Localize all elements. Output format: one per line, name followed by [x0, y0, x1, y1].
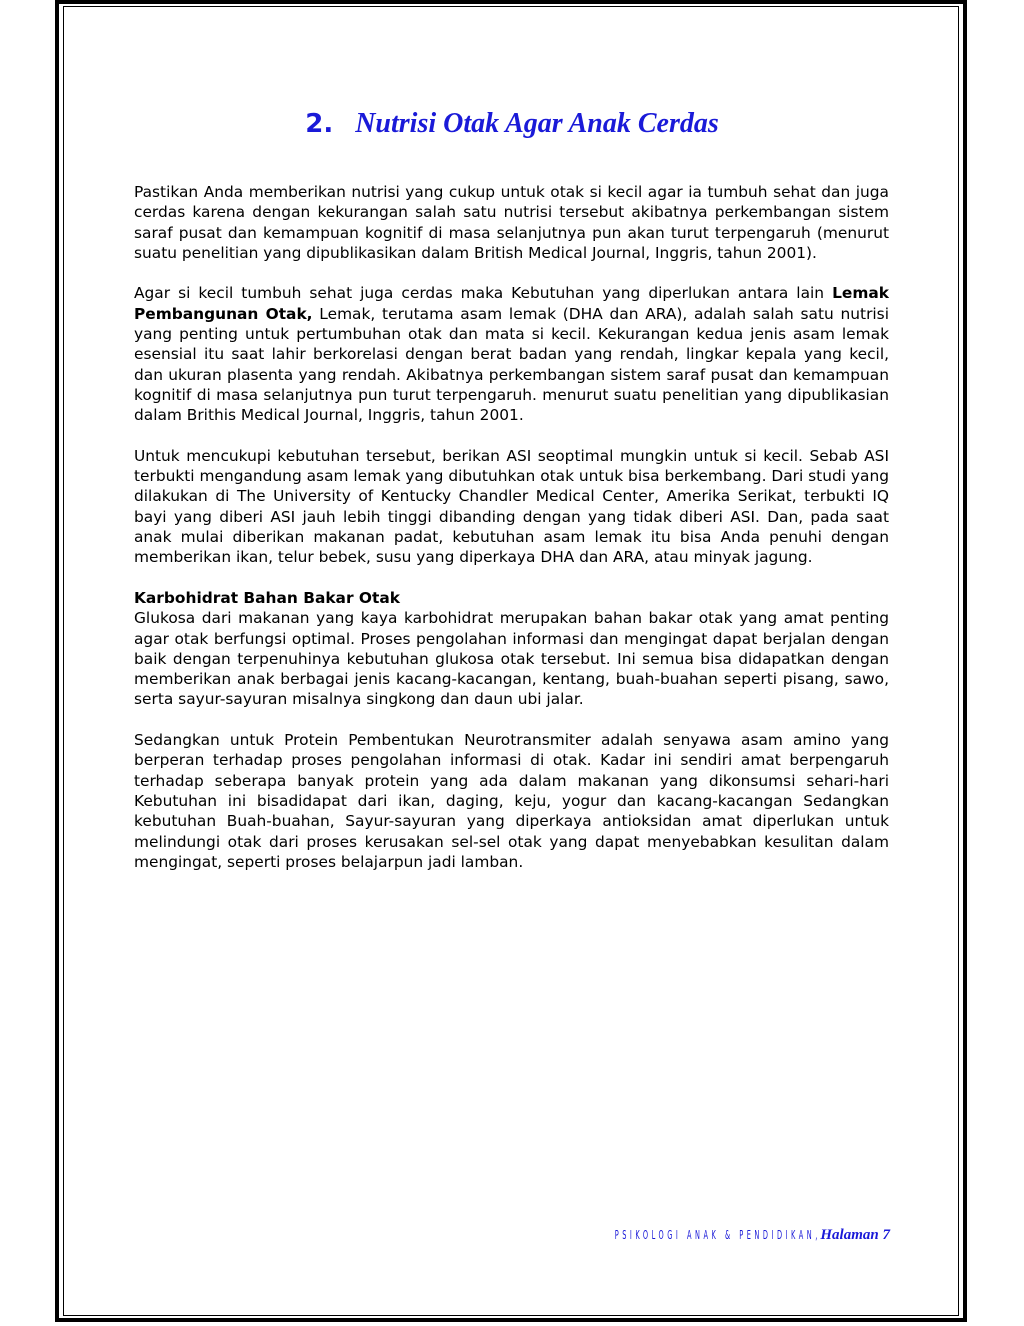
paragraph-karbohidrat — [134, 588, 889, 710]
paragraph-karbohidrat-body: Glukosa dari makanan yang kaya karbohidrat merupakan bahan bakar otak yang amat penting agar otak berfungsi optimal. Proses pengolahan informasi dan mengingat dapat berjalan dengan baik dengan terpenuhinya kebutuhan glukosa otak tersebut. Ini semua bisa didapatkan dengan memberikan anak berbagai jenis kacang-kacangan, kentang, buah-buahan seperti pisang, sawo, serta sayur-sayuran misalnya singkong dan daun ubi jalar. — [134, 609, 889, 709]
paragraph-intro: Pastikan Anda memberikan nutrisi yang cukup untuk otak si kecil agar ia tumbuh sehat dan juga cerdas karena dengan kekurangan salah satu nutrisi tersebut akibatnya perkembangan sistem saraf pusat dan kemampuan kognitif di masa selanjutnya pun akan turut terpengaruh (menurut suatu penelitian yang dipublikasikan dalam British Medical Journal, Inggris, tahun 2001). — [134, 183, 889, 262]
paragraph-lemak-body: Lemak, terutama asam lemak (DHA dan ARA), adalah salah satu nutrisi yang penting untuk pertumbuhan otak dan mata si kecil. Kekurangan kedua jenis asam lemak esensial itu saat lahir berkorelasi dengan berat badan yang rendah, lingkar kepala yang kecil, dan ukuran plasenta yang rendah. Akibatnya perkembangan sistem saraf pusat dan kemampuan kognitif di masa selanjutnya pun turut terpengaruh. menurut suatu penelitian yang dipublikasian dalam Brithis Medical Journal, Inggris, tahun 2001. — [134, 304, 889, 425]
paragraph-asi: Untuk mencukupi kebutuhan tersebut, berikan ASI seoptimal mungkin untuk si kecil. Sebab ASI terbukti mengandung asam lemak yang dibutuhkan otak untuk bisa berkembang. Dari studi yang dilakukan di The University of Kentucky Chandler Medical Center, Amerika Serikat, terbukti IQ bayi yang diberi ASI jauh lebih tinggi dibanding dengan yang tidak diberi ASI. Dan, pada saat anak mulai diberikan makanan padat, kebutuhan asam lemak itu bisa Anda penuhi dengan memberikan ikan, telur bebek, susu yang diperkaya DHA dan ARA, atau minyak jagung. — [134, 446, 889, 567]
section-title: Nutrisi Otak Agar Anak Cerdas — [355, 108, 719, 139]
page-footer — [446, 1226, 890, 1244]
section-number: 2. — [305, 109, 334, 139]
paragraph-protein: Sedangkan untuk Protein Pembentukan Neurotransmiter adalah senyawa asam amino yang berperan terhadap proses pengolahan informasi di otak. Kadar ini sendiri amat berpengaruh terhadap seberapa banyak protein yang ada dalam makanan yang dikonsumsi sehari-hari Kebutuhan ini bisadidapat dari ikan, daging, keju, yogur dan kacang-kacangan Sedangkan kebutuhan Buah-buahan, Sayur-sayuran yang diperkaya antioksidan amat diperlukan untuk melindungi otak dari proses kerusakan sel-sel otak yang dapat menyebabkan kesulitan dalam mengingat, seperti proses belajarpun jadi lamban. — [134, 731, 889, 871]
lemak-heading: Lemak Pembangunan Otak, — [134, 284, 889, 323]
footer-page-number: Halaman 7 — [820, 1227, 890, 1243]
page-title — [0, 108, 1024, 140]
paragraph-lemak-intro: Agar si kecil tumbuh sehat juga cerdas maka Kebutuhan yang diperlukan antara lain — [134, 284, 825, 303]
karbohidrat-heading: Karbohidrat Bahan Bakar Otak — [134, 588, 400, 607]
paragraph-lemak — [134, 283, 889, 425]
footer-book-title: PSIKOLOGI ANAK & PENDIDIKAN, — [614, 1228, 821, 1242]
document-body — [134, 182, 889, 872]
